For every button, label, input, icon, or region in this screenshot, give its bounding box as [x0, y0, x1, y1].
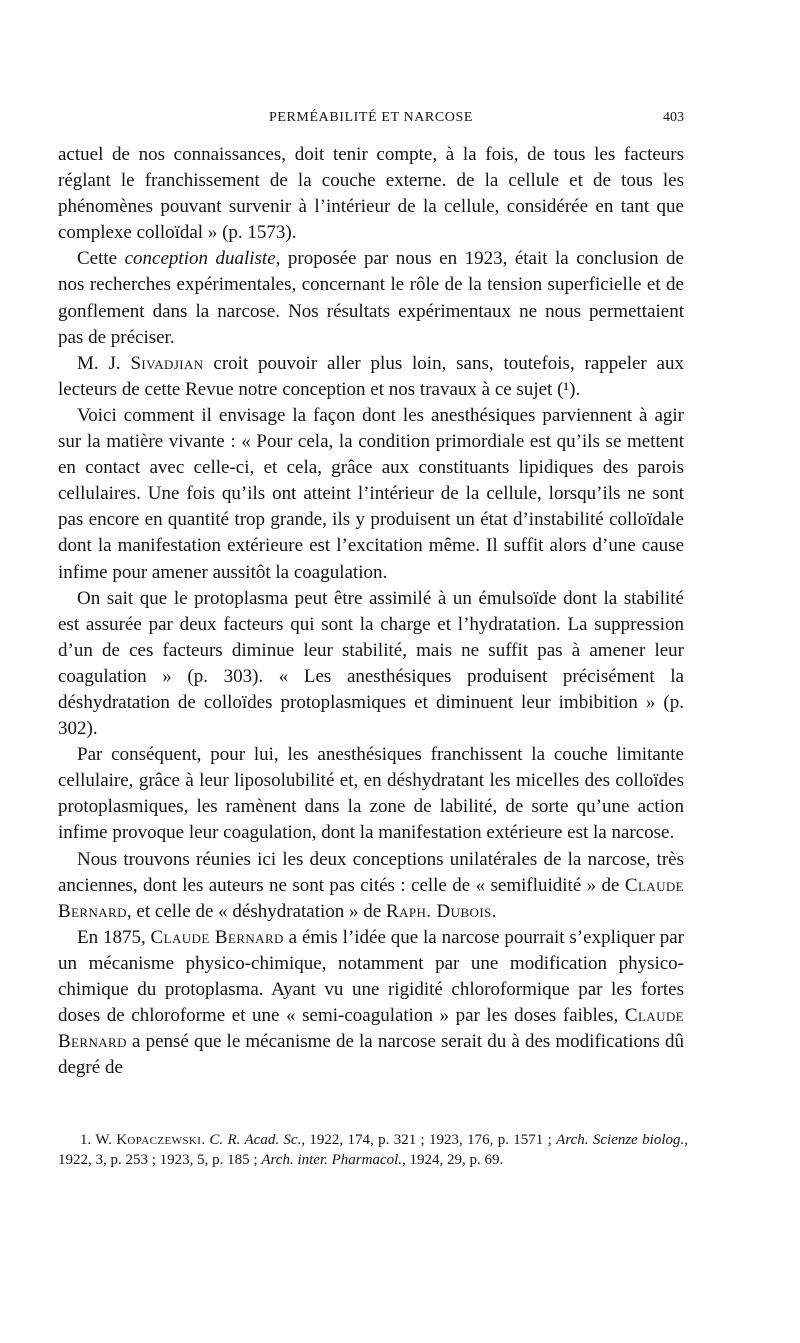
author-name: Sivadjian: [130, 352, 204, 374]
text-run: , 1922, 174, p. 321 ; 1923, 176, p. 1571 ;: [301, 1132, 557, 1148]
page-number: 403: [663, 110, 684, 125]
text-run: , 1924, 29, p. 69.: [402, 1152, 504, 1168]
text-run: .: [575, 378, 581, 400]
journal-title: Arch. Scienze biolog.: [556, 1132, 685, 1148]
footnote-author: Kopaczewski: [116, 1132, 202, 1148]
text-run: a pensé que le mécanisme de la narcose serait du à des modifications dû degré de: [58, 1031, 684, 1079]
paragraph: [58, 351, 684, 403]
text-run: Cette: [77, 248, 125, 270]
paragraph: Par conséquent, pour lui, les anesthésiques franchissent la couche limitante cellulaire, grâce à leur liposolubilité et, en déshydratant les micelles des colloïdes protoplasmiques, les ramènent dans la zone de labilité, de sorte qu’une action infime provoque leur coagulation, dont la manifestation extérieure est la narcose.: [58, 744, 684, 844]
footnote-ref: (¹): [557, 378, 576, 400]
journal-title: C. R. Acad. Sc.: [209, 1132, 302, 1148]
footnote: [58, 1130, 688, 1170]
text-run: , et celle de « déshydratation » de: [126, 900, 386, 922]
text-run: a émis l’idée que la narcose pourrait s’expliquer par un mécanisme physico-chimique, notamment par une modification physico-chimique du protoplasma. Ayant vu une rigidité chloroformique par les fortes doses de chloroforme et une « semi-coagulation » par les doses faibles,: [58, 926, 684, 1027]
author-name: Claude Bernard: [58, 1005, 684, 1053]
text-run: Nous trouvons réunies ici les deux conceptions unilatérales de la narcose, très anciennes, dont les auteurs ne sont pas cités : celle de « semifluidité » de: [58, 848, 684, 896]
body-text: [58, 142, 684, 1081]
paragraph: [58, 925, 684, 1082]
text-run: M. J.: [77, 352, 131, 374]
text-run: , proposée par nous en 1923, était la conclusion de nos recherches expérimentales, concernant le rôle de la tension superficielle et de gonflement dans la narcose. Nos résultats expérimentaux ne nous permettaient pas de préciser.: [58, 248, 684, 348]
paragraph: [58, 847, 684, 925]
italic-term: conception dualiste: [124, 248, 276, 270]
text-run: .: [201, 1132, 210, 1148]
text-run: , 1922, 3, p. 253 ; 1923, 5, p. 185 ;: [58, 1132, 689, 1168]
text-run: En 1875,: [77, 926, 151, 948]
journal-title: Arch. inter. Pharmacol.: [261, 1152, 403, 1168]
text-run: .: [491, 900, 497, 922]
text-run: croit pouvoir aller plus loin, sans, toutefois, rappeler aux lecteurs de cette Revue notre conception et nos travaux à ce sujet: [58, 352, 684, 400]
page-header: [58, 110, 684, 134]
author-name: Raph. Dubois: [385, 900, 492, 922]
author-name: Claude Bernard: [150, 926, 284, 948]
paragraph: actuel de nos connaissances, doit tenir compte, à la fois, de tous les facteurs réglant le franchissement de la couche externe. de la cellule et de tous les phénomènes pouvant survenir à l’intérieur de la cellule, considérée en tant que complexe colloïdal » (p. 1573).: [58, 144, 684, 244]
paragraph: Voici comment il envisage la façon dont les anesthésiques parviennent à agir sur la matière vivante : « Pour cela, la condition primordiale est qu’ils se mettent en contact avec celle-ci, et cela, grâce aux constituants lipidiques des parois cellulaires. Une fois qu’ils ont atteint l’intérieur de la cellule, lorsqu’ils ne sont pas encore en quantité trop grande, ils y produisent un état d’instabilité colloïdale dont la manifestation extérieure est l’excitation même. Il suffit alors d’une cause infime pour amener aussitôt la coagulation.: [58, 404, 684, 583]
running-head: PERMÉABILITÉ ET NARCOSE: [268, 110, 474, 125]
paragraph: [58, 246, 684, 350]
paragraph: On sait que le protoplasma peut être assimilé à un émulsoïde dont la stabilité est assurée par deux facteurs qui sont la charge et l’hydratation. La suppression d’un de ces facteurs diminue leur stabilité, mais ne suffit pas à amener leur coagulation » (p. 303). « Les anesthésiques produisent précisément la déshydratation de colloïdes protoplasmiques et diminuent leur imbibition » (p. 302).: [58, 587, 684, 740]
footnote-marker: 1. W.: [80, 1132, 117, 1148]
author-name: Claude Bernard: [58, 874, 684, 922]
